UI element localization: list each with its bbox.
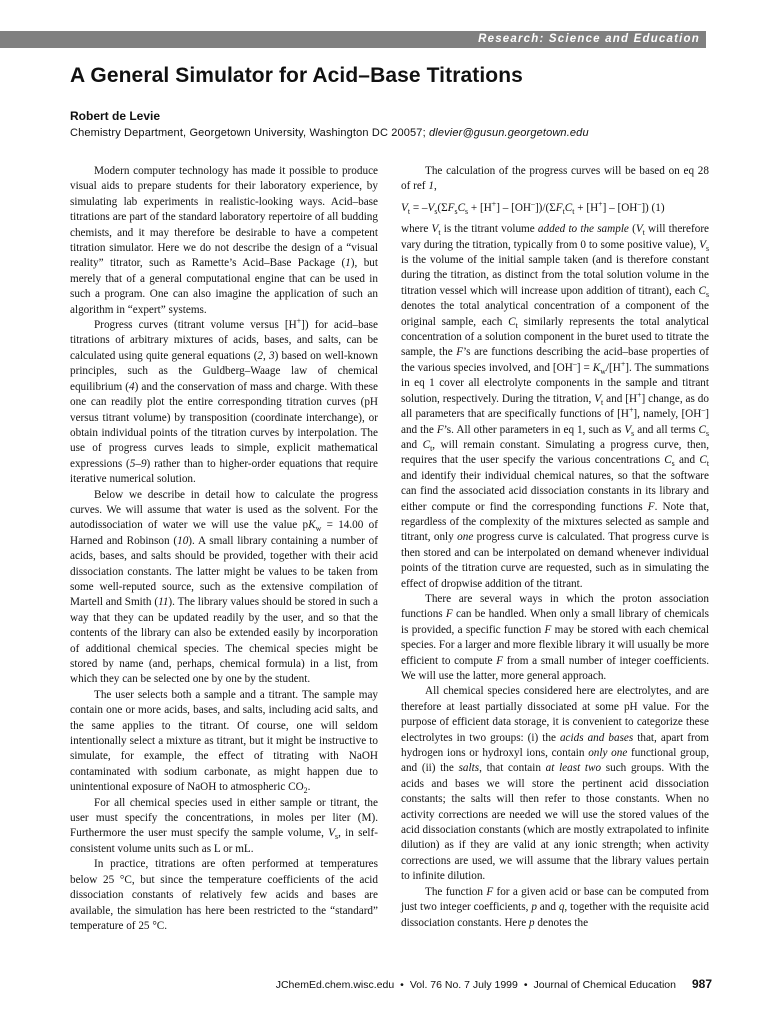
- paragraph: The calculation of the progress curves will be based on eq 28 of ref 1,: [401, 165, 709, 193]
- page-number: 987: [691, 977, 712, 991]
- paragraph: In practice, titrations are often performed at temperatures below 25 °C, but since the temperature coefficients of the acid dissociation constants of relatively few acids and bases are available, the simulation has here been restricted to the “standard” temperature of 25 °C.: [70, 858, 378, 932]
- paragraph: For all chemical species used in either sample or titrant, the user must specify the concentrations, in moles per liter (M). Furthermore the user must specify the sample volume, $V_s$, in self-consistent volume units such as L or mL.: [70, 796, 378, 855]
- section-header-bar: [0, 31, 706, 48]
- journal-url[interactable]: JChemEd.chem.wisc.edu: [275, 979, 395, 991]
- volume-info: Vol. 76 No. 7 July 1999: [409, 979, 518, 991]
- journal-name: Journal of Chemical Education: [533, 979, 676, 991]
- affiliation-text: Chemistry Department, Georgetown University, Washington DC 20057;: [70, 127, 426, 139]
- paragraph: The user selects both a sample and a titrant. The sample may contain one or more acids, bases, and salts, including acid salts, and the same applies to the titrant. Of course, one will seldom intentionally select a mixture as titrant, but it might be instructive to simulate, for example, the effect of titrating with NaOH contaminated with sodium carbonate, as might happen due to unintentional exposure of NaOH to atmospheric $CO_2$.: [70, 688, 378, 796]
- section-label: Research: Science and Education: [478, 33, 700, 45]
- separator-dot: •: [400, 979, 404, 991]
- equation-1: $V_t = -V_s(\Sigma F_sC_s + [H^+] - [OH^-])/(\Sigma F_tC_t + [H^+] - [OH^-])$ (1): [401, 199, 665, 217]
- paragraph: All chemical species considered here are electrolytes, and are therefore at least partially dissociated at some pH value. For the purpose of efficient data storage, it is convenient to categorize these electrolytes in two groups: (i) the acids and bases that, apart from hydrogen ions or hydroxyl ions, contain only one functional group, and (ii) the salts, that contain at least two such groups. With the acids and bases we will store the pertinent acid dissociation constants; the salts will then refer to those constants. When no activity corrections are needed we will use the stored values of the acid dissociation constants (which are mostly extrapolated to infinite dilution) as if they are valid at any ionic strength; when activity corrections are used, we will assume that the library values pertain to infinite dilution.: [401, 685, 709, 883]
- paragraph: There are several ways in which the proton association functions F can be handled. When only a small library of chemicals is provided, a specific function F may be stored with each chemical species. For a larger and more flexible library it will usually be more efficient to compute F from a small number of integer coefficients. We will use the latter, more general approach.: [401, 592, 710, 682]
- separator-dot: •: [523, 979, 528, 991]
- paragraph: Progress curves (titrant volume versus [H+]) for acid–base titrations of arbitrary mixtures of acids, bases, and salts, can be calculated using quite general equations (2, 3) based on well-known principles, such as the Guldberg–Waage law of chemical equilibrium (4) and the conservation of mass and charge. With these one can readily plot the entire corresponding titration curves (pH versus titrant volume) by transposition (coordinate interchange), or obtain individual points of the titration curves by interpolation. The use of progress curves leads to simple, explicit mathematical expressions (5–9) rather than to higher-order equations that require iterative numerical solution.: [70, 316, 379, 486]
- article-title: A General Simulator for Acid–Base Titrations: [70, 64, 523, 87]
- left-column: [70, 164, 378, 934]
- author-affiliation: [70, 127, 720, 139]
- right-column: [401, 164, 709, 931]
- author-name: Robert de Levie: [70, 109, 161, 123]
- paragraph: Below we describe in detail how to calculate the progress curves. We will assume that water is used as the solvent. For the autodissociation of water we will use the value $pK_w = 14.00$ of Harned and Robinson (10). A small library containing a number of acids, bases, and salts should be provided, together with their acid dissociation constants. The latter might be values to be taken from some well-reputed source, such as the extensive compilation of Martell and Smith (11). The library values should be stored in such a way that they can be updated readily by the user, and so that the contents of the library can also be extended easily by incorporation of additional chemical species. The chemical species might be stored by name (and, perhaps, chemical formula) in a list, from which they can be selected one by one by the student.: [70, 488, 379, 686]
- page-footer: [0, 977, 712, 991]
- author-email[interactable]: dlevier@gusun.georgetown.edu: [429, 127, 589, 139]
- paragraph: where $V_t$ is the titrant volume added to the sample ($V_t$ will therefore vary during the titration, typically from 0 to some positive value), $V_s$ is the volume of the initial sample taken (and is therefore constant during the titration, as distinct from the total solution volume in the titration vessel which will increase upon addition of titrant), each $C_s$ denotes the total analytical concentration of a component of the original sample, each $C_t$ similarly represents the total analytical concentration of a solution component in the buret used to titrate the sample, the F’s are functions describing the acid–base properties of the various species involved, and $[OH^-] = K_w/[H^+]$. The summations in eq 1 cover all electrolyte components in the sample and titrant solution, respectively. During the titration, $V_t$ and [H+] change, as do all parameters that are specifically functions of [H+], namely, [OH–] and the F’s. All other parameters in eq 1, such as $V_s$ and all terms $C_s$ and $C_t$, will remain constant. Simulating a progress curve, then, requires that the user specify the various concentrations $C_s$ and $C_t$ and identify their individual chemical natures, so that the software can find the associated acid dissociation constants in its library and either compute or find the corresponding functions F. Note that, regardless of the complexity of the mixtures selected as sample and titrant, only one progress curve is calculated. That progress curve is then stored and can be interpolated on demand whenever individual points of the titration curve are requested, such as in simulating the effect of dropwise addition of the titrant.: [401, 223, 710, 590]
- paragraph: Modern computer technology has made it possible to produce visual aids to prepare students for their laboratory experience, by simulating lab experiments in realistic-looking ways. Acid–base titrations are part of the standard laboratory repertoire of all budding chemists, and it may therefore be desirable to have a competent titration simulator. Here we do not describe the design of a “visual reality” titrator, such as Ramette’s Acid–Base Package (1), but merely that of a general computational engine that can be used in such a program. One can also imagine the application of such an algorithm in “expert” systems.: [70, 165, 378, 316]
- paragraph: The function F for a given acid or base can be computed from just two integer coefficients, p and q, together with the requisite acid dissociation constants. Here p denotes the: [401, 885, 709, 929]
